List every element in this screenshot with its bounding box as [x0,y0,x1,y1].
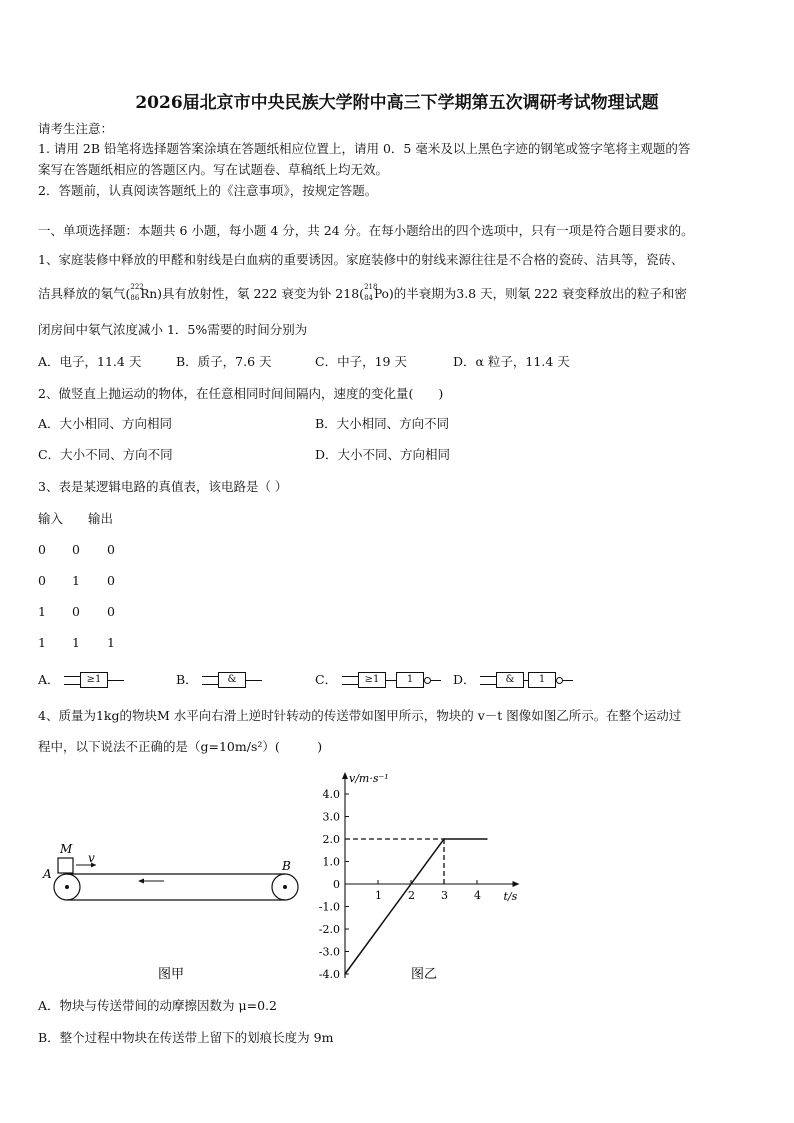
q3-option-b-letter[interactable]: B． [176,672,198,687]
label-b: B [282,859,291,873]
q2-option-b[interactable]: B．大小相同、方向不同 [315,416,450,431]
or-gate: ≥1 [358,672,386,688]
q1-option-c[interactable]: C．中子，19 天 [315,354,407,369]
q3-option-c-letter[interactable]: C． [315,672,338,687]
q4-line-1: 4、质量为1kg的物块M 水平向右滑上逆时针转动的传送带如图甲所示，物块的 v－t 图像如图乙所示。在整个运动过 [38,708,682,723]
truth-row-2-b: 1 [72,573,80,588]
notice-item-2: 2．答题前，认真阅读答题纸上的《注意事项》，按规定答题。 [38,183,378,198]
section-heading: 一、单项选择题：本题共 6 小题，每小题 4 分，共 24 分。在每小题给出的四个选项中，只有一项是符合题目要求的。 [38,223,694,238]
x-axis-arrow-icon [513,881,520,887]
q3-stem: 3、表是某逻辑电路的真值表，该电路是（ ） [38,479,288,494]
notice-item-1-line-1: 1. 请用 2B 铅笔将选择题答案涂填在答题纸相应位置上，请用 0．5 毫米及以上黑色字迹的钢笔或签字笔将主观题的答 [38,141,691,156]
y-tick-label: -4.0 [318,968,340,981]
y-tick-label: -1.0 [318,900,340,914]
figure-yi-vt-chart [300,760,540,990]
truth-row-1-a: 0 [38,542,46,557]
truth-row-1-out: 0 [107,542,115,557]
label-a: A [43,867,52,881]
truth-row-2-out: 0 [107,573,115,588]
q3-option-d-letter[interactable]: D． [453,672,476,687]
q1-option-a[interactable]: A．电子，11.4 天 [38,354,142,369]
figure-jia-conveyor [40,836,310,996]
truth-table-header-output: 输出 [88,511,114,526]
pulley-a-axle [65,885,69,889]
y-tick-label: 1.0 [322,855,340,869]
q1-line-2-part-a: 洁具释放的氡气( [38,286,131,301]
q1-line-3: 闭房间中氡气浓度减小 1．5%需要的时间分别为 [38,322,308,337]
caption-yi: 图乙 [411,967,438,982]
truth-row-2-a: 0 [38,573,46,588]
q3-option-a-letter[interactable]: A． [38,672,60,687]
q1-line-2-part-c: )的半衰期为3.8 天，则氡 222 衰变释放出的粒子和密 [388,286,687,301]
truth-row-3-out: 0 [107,604,115,619]
and-gate: & [218,672,246,688]
q1-line-1: 1、家庭装修中释放的甲醛和射线是白血病的重要诱因。家庭装修中的射线来源往往是不合格的瓷砖、洁具等，瓷砖、 [38,252,684,267]
q1-line-2 [38,283,687,302]
y-tick-label: -2.0 [318,923,340,936]
y-axis-arrow-icon [342,772,348,779]
x-tick-label: 4 [474,889,481,902]
series-line-v [345,839,487,974]
series-point [443,838,445,840]
belt-direction-arrowhead-icon [138,879,144,884]
truth-row-3-a: 1 [38,604,46,619]
not-gate: 1 [396,672,424,688]
series-point [486,838,488,840]
q4-line-2: 程中，以下说法不正确的是（g=10m/s²）( ) [38,739,323,754]
q2-option-d[interactable]: D．大小不同、方向相同 [315,447,451,462]
q4-option-a[interactable]: A．物块与传送带间的动摩擦因数为 μ=0.2 [38,998,277,1013]
pulley-b-axle [283,885,287,889]
page-title: 2026届北京市中央民族大学附中高三下学期第五次调研考试物理试题 [135,93,659,113]
y-tick-label: -3.0 [318,945,340,959]
notice-item-1-line-2: 案写在答题纸相应的答题区内。写在试题卷、草稿纸上均无效。 [38,162,389,177]
q1-line-2-part-b: )具有放射性，氡 222 衰变为钋 218( [157,286,365,301]
truth-row-4-a: 1 [38,635,46,650]
q1-option-d[interactable]: D．α 粒子，11.4 天 [453,354,570,369]
q2-option-c[interactable]: C．大小不同、方向不同 [38,447,173,462]
q4-option-b[interactable]: B．整个过程中物块在传送带上留下的划痕长度为 9m [38,1030,334,1045]
polonium-isotope: 218 84 Po [364,283,389,302]
truth-row-4-b: 1 [72,635,80,650]
y-tick-label: 4.0 [322,788,340,801]
notice-heading: 请考生注意： [38,121,114,136]
label-m: M [60,842,73,856]
block-m [58,858,73,873]
x-tick-label: 1 [375,889,382,902]
series-point [344,973,346,975]
q2-stem: 2、做竖直上抛运动的物体，在任意相同时间间隔内，速度的变化量( ) [38,386,444,401]
x-tick-label: 3 [441,889,448,902]
caption-jia: 图甲 [158,967,185,982]
truth-row-3-b: 0 [72,604,80,619]
truth-row-4-out: 1 [107,635,115,650]
and-gate: & [496,672,524,688]
x-axis-label: t/s [503,890,518,903]
truth-table-header-input: 输入 [38,511,64,526]
label-v: v [88,851,95,865]
inverter-bubble-icon [424,677,431,684]
y-tick-label: 2.0 [322,833,340,846]
y-tick-label: 3.0 [322,810,340,824]
x-tick-label: 2 [408,889,415,902]
truth-row-1-b: 0 [72,542,80,557]
or-gate: ≥1 [80,672,108,688]
inverter-bubble-icon [556,677,563,684]
y-tick-label: 0 [333,878,340,891]
q1-option-b[interactable]: B．质子，7.6 天 [176,354,272,369]
not-gate: 1 [528,672,556,688]
y-axis-label: v/m·s⁻¹ [349,772,389,785]
radon-isotope: 222 86 Rn [130,283,158,302]
q2-option-a[interactable]: A．大小相同、方向相同 [38,416,173,431]
